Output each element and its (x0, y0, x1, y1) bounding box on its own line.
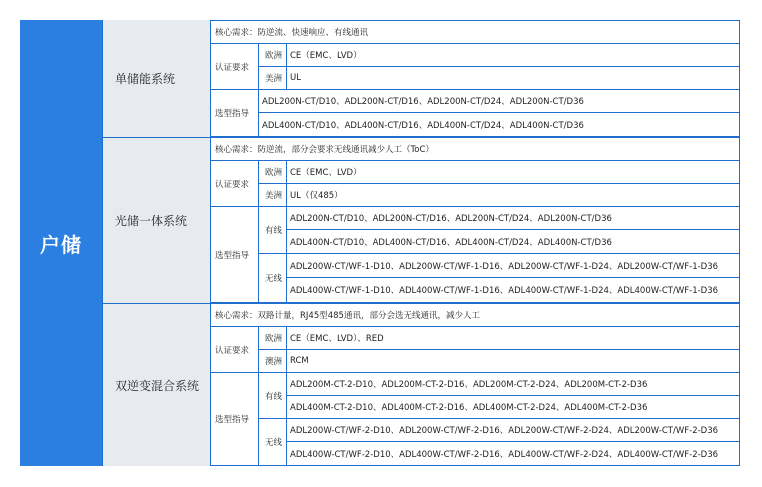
wired-label: 有线 (259, 373, 286, 418)
selection-label: 选型指导 (211, 373, 258, 465)
cert-label: 认证要求 (211, 44, 258, 89)
category-cell: 户储 (20, 20, 102, 466)
wireless-label: 无线 (259, 419, 286, 465)
model-list: ADL400N-CT/D10、ADL400N-CT/D16、ADL400N-CT/D24、ADL400N-CT/D36 (259, 113, 739, 136)
cert-value: UL（仅485） (287, 184, 739, 206)
model-list: ADL200M-CT-2-D10、ADL200M-CT-2-D16、ADL200M-CT-2-D24、ADL200M-CT-2-D36 (287, 373, 739, 395)
cert-region: 美洲 (259, 184, 286, 206)
wireless-label: 无线 (259, 254, 286, 302)
cert-region: 美洲 (259, 67, 286, 89)
model-list: ADL400N-CT/D10、ADL400N-CT/D16、ADL400N-CT/D24、ADL400N-CT/D36 (287, 230, 739, 253)
model-list: ADL200N-CT/D10、ADL200N-CT/D16、ADL200N-CT/D24、ADL200N-CT/D36 (259, 90, 739, 112)
core-requirement: 核心需求：防逆流、快速响应、有线通讯 (211, 21, 739, 43)
cert-label: 认证要求 (211, 161, 258, 206)
model-list: ADL200W-CT/WF-1-D10、ADL200W-CT/WF-1-D16、ADL200W-CT/WF-1-D24、ADL200W-CT/WF-1-D36 (287, 254, 739, 277)
system-name-dual-inverter: 双逆变混合系统 (103, 304, 210, 466)
selection-label: 选型指导 (211, 90, 258, 136)
cert-region: 欧洲 (259, 161, 286, 183)
model-list: ADL400W-CT/WF-1-D10、ADL400W-CT/WF-1-D16、ADL400W-CT/WF-1-D24、ADL400W-CT/WF-1-D36 (287, 278, 739, 302)
core-requirement: 核心需求：防逆流，部分会要求无线通讯减少人工（ToC） (211, 138, 739, 160)
system-name-pv-storage: 光储一体系统 (103, 138, 210, 303)
selection-label: 选型指导 (211, 207, 258, 302)
cert-value: RCM (287, 350, 739, 372)
cert-value: CE（EMC、LVD） (287, 161, 739, 183)
core-requirement: 核心需求：双路计量，RJ45型485通讯，部分会选无线通讯，减少人工 (211, 304, 739, 326)
cert-region: 欧洲 (259, 327, 286, 349)
cert-label: 认证要求 (211, 327, 258, 372)
system-name-single-storage: 单储能系统 (103, 20, 210, 137)
model-list: ADL400W-CT/WF-2-D10、ADL400W-CT/WF-2-D16、ADL400W-CT/WF-2-D24、ADL400W-CT/WF-2-D36 (287, 442, 739, 465)
cert-region: 澳洲 (259, 350, 286, 372)
wired-label: 有线 (259, 207, 286, 253)
model-list: ADL200W-CT/WF-2-D10、ADL200W-CT/WF-2-D16、ADL200W-CT/WF-2-D24、ADL200W-CT/WF-2-D36 (287, 419, 739, 441)
cert-value: UL (287, 67, 739, 89)
cert-region: 欧洲 (259, 44, 286, 66)
model-list: ADL200N-CT/D10、ADL200N-CT/D16、ADL200N-CT/D24、ADL200N-CT/D36 (287, 207, 739, 229)
cert-value: CE（EMC、LVD） (287, 44, 739, 66)
model-list: ADL400M-CT-2-D10、ADL400M-CT-2-D16、ADL400M-CT-2-D24、ADL400M-CT-2-D36 (287, 396, 739, 418)
cert-value: CE（EMC、LVD）、RED (287, 327, 739, 349)
